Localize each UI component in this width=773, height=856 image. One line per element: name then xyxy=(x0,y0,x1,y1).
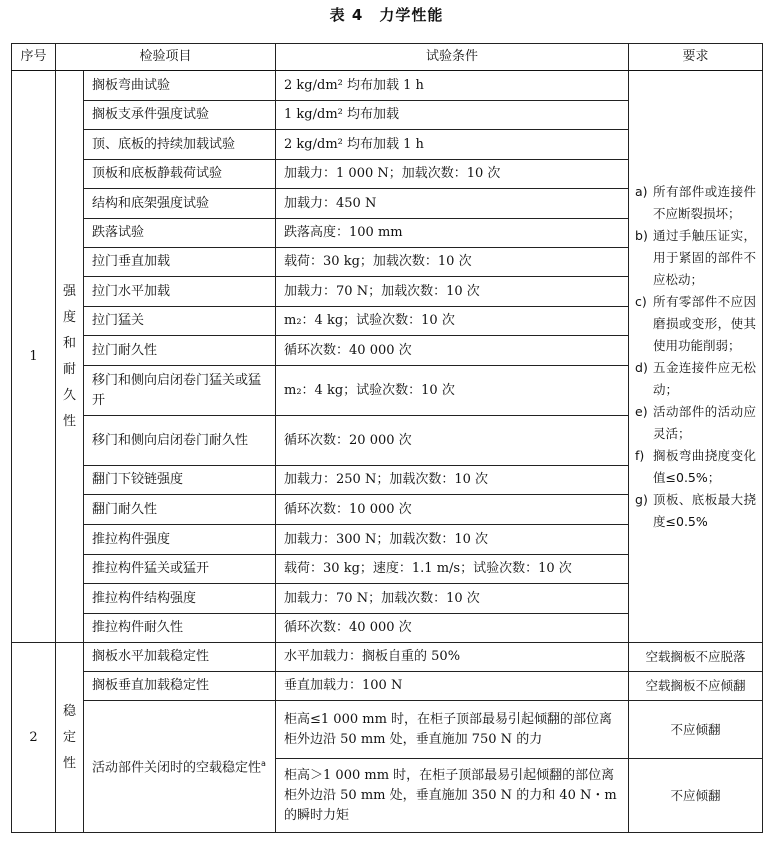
requirement-text: 所有部件或连接件不应断裂损坏； xyxy=(653,183,757,221)
req-cell: 空载搁板不应倾翻 xyxy=(629,672,763,701)
category-char: 和 xyxy=(62,335,76,351)
table-row xyxy=(12,701,763,759)
req-cell: 不应倾翻 xyxy=(629,701,763,759)
item-cell: 顶、底板的持续加载试验 xyxy=(84,130,276,160)
requirement-item xyxy=(635,291,756,357)
cond-cell: 载荷：30 kg；加载次数：10 次 xyxy=(276,248,629,277)
item-text: 活动部件关闭时的空载稳定性 xyxy=(92,760,262,776)
item-cell: 移门和侧向启闭卷门猛关或猛开 xyxy=(84,366,276,416)
item-cell: 推拉构件强度 xyxy=(84,525,276,555)
item-cell: 翻门耐久性 xyxy=(84,495,276,525)
category-cell xyxy=(56,71,84,643)
item-cell: 跌落试验 xyxy=(84,219,276,248)
item-cell: 拉门耐久性 xyxy=(84,336,276,366)
category-char: 定 xyxy=(62,729,76,745)
item-cell: 移门和侧向启闭卷门耐久性 xyxy=(84,416,276,466)
seq-cell: 1 xyxy=(12,71,56,643)
cond-cell: 加载力：300 N；加载次数：10 次 xyxy=(276,525,629,555)
cond-cell: 加载力：70 N；加载次数：10 次 xyxy=(276,277,629,307)
cond-cell: 加载力：250 N；加载次数：10 次 xyxy=(276,466,629,495)
cond-cell: 循环次数：40 000 次 xyxy=(276,614,629,643)
cond-cell: 跌落高度：100 mm xyxy=(276,219,629,248)
item-cell: 拉门垂直加载 xyxy=(84,248,276,277)
item-cell: 翻门下铰链强度 xyxy=(84,466,276,495)
item-cell: 搁板弯曲试验 xyxy=(84,71,276,101)
mechanical-properties-table xyxy=(11,43,763,833)
item-cell: 拉门水平加载 xyxy=(84,277,276,307)
requirement-text: 所有零部件不应因磨损或变形，使其使用功能削弱； xyxy=(653,293,757,353)
requirement-text: 搁板弯曲挠度变化值≤0.5%； xyxy=(653,447,757,485)
category-char: 度 xyxy=(62,309,76,325)
requirement-item xyxy=(635,489,756,533)
requirement-key: b) xyxy=(635,227,648,243)
cond-cell: m₂：4 kg；试验次数：10 次 xyxy=(276,366,629,416)
category-char: 强 xyxy=(62,283,76,299)
cond-cell: 载荷：30 kg；速度：1.1 m/s；试验次数：10 次 xyxy=(276,555,629,584)
cond-cell: 2 kg/dm² 均布加载 1 h xyxy=(276,130,629,160)
item-cell: 拉门猛关 xyxy=(84,307,276,336)
cond-cell: 柜高≤1 000 mm 时，在柜子顶部最易引起倾翻的部位离柜外边沿 50 mm 处，垂直施加 750 N 的力 xyxy=(276,701,629,759)
category-char: 久 xyxy=(62,387,76,403)
requirement-text: 顶板、底板最大挠度≤0.5% xyxy=(653,491,757,529)
requirement-key: d) xyxy=(635,359,648,375)
req-cell: 空载搁板不应脱落 xyxy=(629,643,763,672)
cond-cell: 循环次数：40 000 次 xyxy=(276,336,629,366)
item-cell: 搁板垂直加载稳定性 xyxy=(84,672,276,701)
requirement-item xyxy=(635,225,756,291)
requirement-key: g) xyxy=(635,491,648,507)
requirement-key: e) xyxy=(635,403,648,419)
requirement-text: 五金连接件应无松动； xyxy=(653,359,757,397)
cond-cell: 加载力：450 N xyxy=(276,189,629,219)
requirements-cell xyxy=(629,71,763,643)
table-row xyxy=(12,71,763,101)
requirement-item xyxy=(635,401,756,445)
req-cell: 不应倾翻 xyxy=(629,759,763,833)
requirement-key: c) xyxy=(635,293,647,309)
cond-cell: 2 kg/dm² 均布加载 1 h xyxy=(276,71,629,101)
cond-cell: 水平加载力：搁板自重的 50% xyxy=(276,643,629,672)
requirement-key: f) xyxy=(635,447,645,463)
header-cond: 试验条件 xyxy=(276,44,629,71)
cond-cell: 循环次数：10 000 次 xyxy=(276,495,629,525)
seq-cell: 2 xyxy=(12,643,56,833)
header-row xyxy=(12,44,763,71)
cond-cell: 加载力：1 000 N；加载次数：10 次 xyxy=(276,160,629,189)
table-row xyxy=(12,672,763,701)
item-cell: 推拉构件结构强度 xyxy=(84,584,276,614)
category-char: 性 xyxy=(62,413,76,429)
header-req: 要求 xyxy=(629,44,763,71)
requirement-key: a) xyxy=(635,183,648,199)
cond-cell: 垂直加载力：100 N xyxy=(276,672,629,701)
footnote-mark: a xyxy=(261,759,266,769)
requirement-text: 活动部件的活动应灵活； xyxy=(653,403,757,441)
table-body xyxy=(12,44,763,833)
requirement-item xyxy=(635,445,756,489)
category-char: 耐 xyxy=(62,361,76,377)
item-cell: 搁板水平加载稳定性 xyxy=(84,643,276,672)
category-char: 稳 xyxy=(62,703,76,719)
cond-cell: 1 kg/dm² 均布加载 xyxy=(276,101,629,130)
item-cell: 推拉构件耐久性 xyxy=(84,614,276,643)
item-cell: 顶板和底板静载荷试验 xyxy=(84,160,276,189)
item-cell: 搁板支承件强度试验 xyxy=(84,101,276,130)
item-cell: 结构和底架强度试验 xyxy=(84,189,276,219)
header-seq: 序号 xyxy=(12,44,56,71)
cond-cell: 柜高＞1 000 mm 时，在柜子顶部最易引起倾翻的部位离柜外边沿 50 mm 处，垂直施加 350 N 的力和 40 N・m的瞬时力矩 xyxy=(276,759,629,833)
cond-cell: m₂：4 kg；试验次数：10 次 xyxy=(276,307,629,336)
requirement-item xyxy=(635,181,756,225)
table-row xyxy=(12,643,763,672)
requirement-item xyxy=(635,357,756,401)
cond-cell: 加载力：70 N；加载次数：10 次 xyxy=(276,584,629,614)
requirement-text: 通过手触压证实，用于紧固的部件不应松动； xyxy=(653,227,757,287)
table-title: 表 4 力学性能 xyxy=(329,6,444,24)
item-cell: 推拉构件猛关或猛开 xyxy=(84,555,276,584)
category-char: 性 xyxy=(62,755,76,771)
item-cell xyxy=(84,701,276,833)
cond-cell: 循环次数：20 000 次 xyxy=(276,416,629,466)
category-cell xyxy=(56,643,84,833)
header-item: 检验项目 xyxy=(56,44,276,71)
